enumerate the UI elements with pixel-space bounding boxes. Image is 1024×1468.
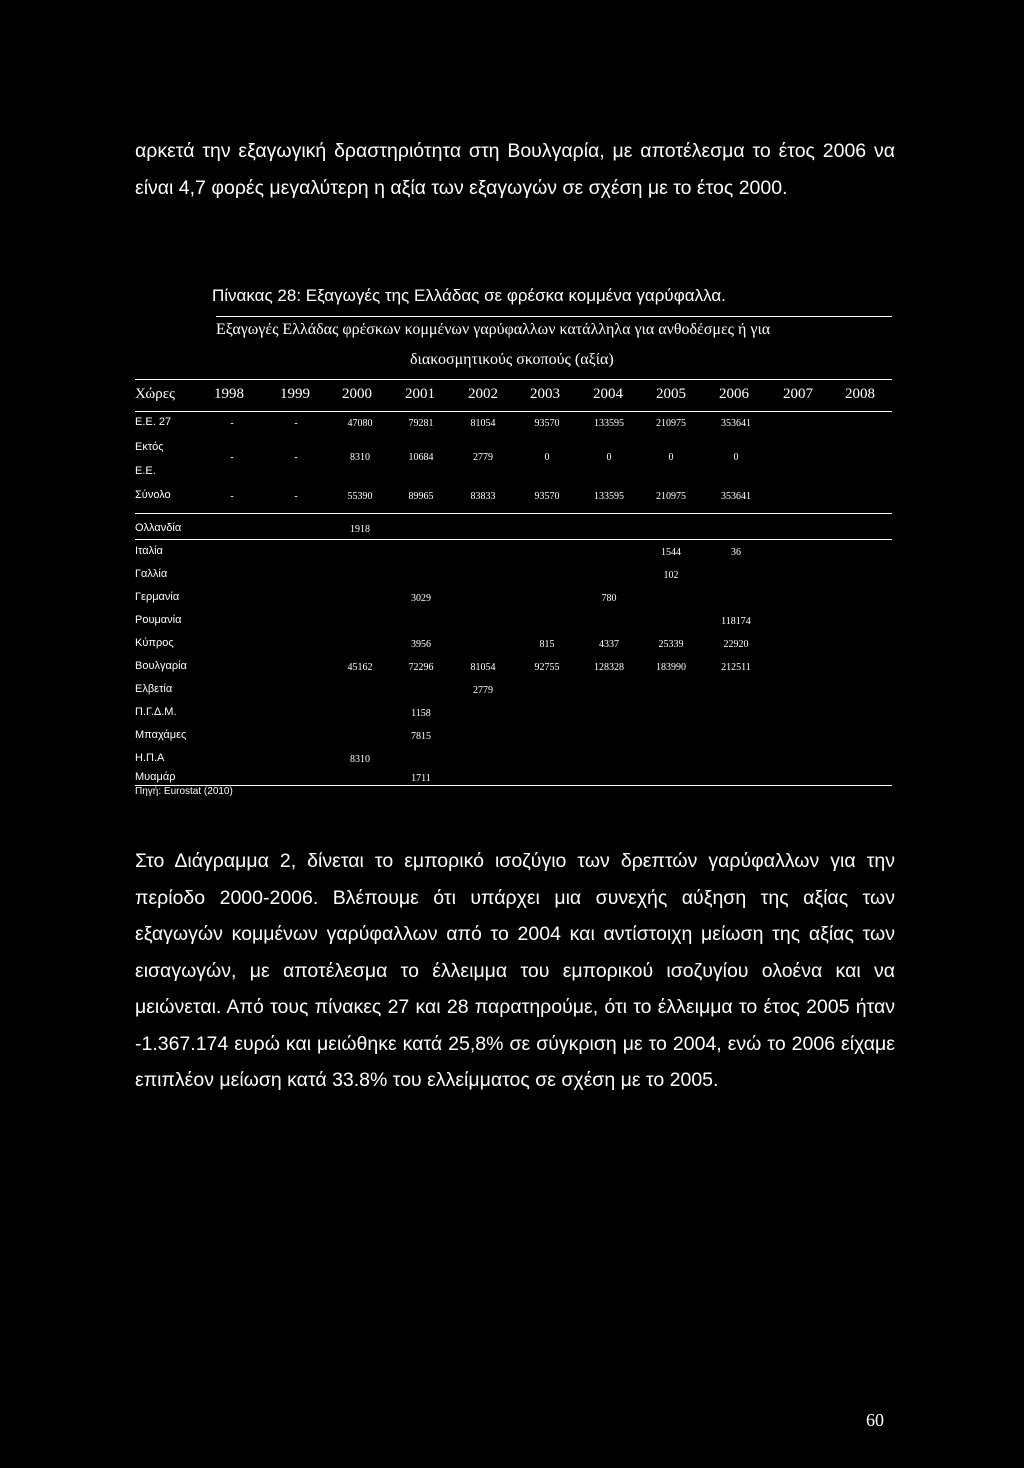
- table-cell: 0: [668, 452, 674, 463]
- row-label: Κύπρος: [135, 637, 174, 649]
- table-cell: 89965: [408, 491, 434, 502]
- header-year: 2002: [468, 386, 498, 402]
- table-cell: 93570: [534, 418, 560, 429]
- row-label-continued: Ε.Ε.: [135, 465, 156, 477]
- table-cell: 72296: [408, 662, 434, 673]
- row-label: Ελβετία: [135, 683, 173, 695]
- table-cell: 7815: [411, 731, 431, 742]
- page-number: 60: [866, 1410, 884, 1430]
- rule-top: [216, 316, 892, 317]
- table-cell: 79281: [408, 418, 434, 429]
- table-cell: 815: [539, 639, 555, 650]
- table-cell: 128328: [594, 662, 624, 673]
- table-subtitle-line2: διακοσμητικούς σκοπούς (αξία): [410, 351, 614, 368]
- table-cell: 81054: [470, 418, 496, 429]
- header-year: 1998: [214, 386, 244, 402]
- table-cell: 10684: [408, 452, 434, 463]
- header-year: 2004: [593, 386, 623, 402]
- row-label: Γαλλία: [135, 568, 168, 580]
- header-year: 2000: [342, 386, 372, 402]
- header-countries: Χώρες: [135, 386, 175, 402]
- table-cell: 3029: [411, 593, 431, 604]
- table-cell: 25339: [658, 639, 684, 650]
- row-label: Ε.Ε. 27: [135, 416, 172, 428]
- table-cell: 0: [733, 452, 739, 463]
- paragraph-top: αρκετά την εξαγωγική δραστηριότητα στη Βουλγαρία, με αποτέλεσμα το έτος 2006 να είναι 4,7 φορές μεγαλύτερη η αξία των εξαγωγών σε σχέση με το έτος 2000.: [135, 140, 895, 199]
- row-label: Ολλανδία: [135, 522, 182, 534]
- rule-table-bottom: [135, 785, 892, 786]
- table-source: Πηγή: Eurostat (2010): [135, 786, 233, 797]
- table-cell: 8310: [350, 452, 370, 463]
- rule-after-totals: [135, 513, 892, 514]
- table-cell: 83833: [470, 491, 496, 502]
- row-label: Μυαμάρ: [135, 771, 176, 783]
- table-cell: 47080: [347, 418, 373, 429]
- table-cell: 1158: [411, 708, 431, 719]
- table-cell: 183990: [656, 662, 686, 673]
- row-label: Γερμανία: [135, 591, 180, 603]
- table-cell: 210975: [656, 418, 686, 429]
- table-cell: 1918: [350, 524, 370, 535]
- table-cell: 4337: [599, 639, 619, 650]
- table-caption: Πίνακας 28: Εξαγωγές της Ελλάδας σε φρέσκα κομμένα γαρύφαλλα.: [212, 286, 726, 305]
- table-cell: 2779: [473, 452, 493, 463]
- header-year: 2007: [783, 386, 813, 402]
- table-cell: 3956: [411, 639, 431, 650]
- rule-before-netherlands: [135, 539, 892, 540]
- table-cell: 133595: [594, 418, 624, 429]
- header-year: 2005: [656, 386, 686, 402]
- row-label: Ρουμανία: [135, 614, 182, 626]
- header-year: 2003: [530, 386, 560, 402]
- paragraph-bottom: Στο Διάγραμμα 2, δίνεται το εμπορικό ισοζύγιο των δρεπτών γαρύφαλλων για την περίοδο 2000-2006. Βλέπουμε ότι υπάρχει μια συνεχής αύξηση της αξίας των εξαγωγών κομμένων γαρύφαλλων από το 2004 και αντίστοιχη μείωση της αξίας των εισαγωγών, με αποτέλεσμα το έλλειμμα του εμπορικού ισοζυγίου ολοένα και να μειώνεται. Από τους πίνακες 27 και 28 παρατηρούμε, ότι το έλλειμμα το έτος 2005 ήταν -1.367.174 ευρώ και μειώθηκε κατά 25,8% σε σύγκριση με το 2004, ενώ το 2006 είχαμε επιπλέον μείωση κατά 33.8% του ελλείμματος σε σχέση με το 2005.: [135, 850, 895, 1091]
- table-cell: 118174: [721, 616, 751, 627]
- table-cell: -: [230, 491, 234, 502]
- table-cell: 81054: [470, 662, 496, 673]
- table-cell: 353641: [721, 418, 751, 429]
- table-cell: 0: [544, 452, 550, 463]
- row-label: Μπαχάμες: [135, 729, 187, 741]
- table-cell: 2779: [473, 685, 493, 696]
- table-subtitle-line1: Εξαγωγές Ελλάδας φρέσκων κομμένων γαρύφαλλων κατάλληλα για ανθοδέσμες ή για: [216, 321, 771, 338]
- row-label: Η.Π.Α: [135, 752, 165, 764]
- table-cell: -: [230, 452, 234, 463]
- table-cell: 36: [731, 547, 741, 558]
- table-cell: 1711: [411, 773, 431, 784]
- rule-header-top: [135, 379, 892, 380]
- table-cell: 210975: [656, 491, 686, 502]
- table-cell: 93570: [534, 491, 560, 502]
- header-year: 2008: [845, 386, 875, 402]
- table-cell: 0: [606, 452, 612, 463]
- table-cell: 102: [663, 570, 679, 581]
- table-cell: -: [294, 418, 298, 429]
- table-cell: 353641: [721, 491, 751, 502]
- header-year: 1999: [280, 386, 310, 402]
- row-label: Βουλγαρία: [135, 660, 187, 672]
- table-cell: 22920: [723, 639, 749, 650]
- row-label: Σύνολο: [135, 489, 171, 501]
- header-year: 2001: [405, 386, 435, 402]
- table-cell: 8310: [350, 754, 370, 765]
- table-cell: 133595: [594, 491, 624, 502]
- table-cell: 780: [601, 593, 617, 604]
- rule-header-bottom: [135, 411, 892, 412]
- row-label: Ιταλία: [135, 545, 163, 557]
- table-cell: 1544: [661, 547, 681, 558]
- table-cell: -: [294, 452, 298, 463]
- table-cell: -: [294, 491, 298, 502]
- row-label: Εκτός: [135, 441, 164, 453]
- table-cell: -: [230, 418, 234, 429]
- table-cell: 212511: [721, 662, 751, 673]
- table-cell: 45162: [347, 662, 373, 673]
- table-cell: 92755: [534, 662, 560, 673]
- header-year: 2006: [719, 386, 749, 402]
- table-cell: 55390: [347, 491, 373, 502]
- row-label: Π.Γ.Δ.Μ.: [135, 706, 177, 718]
